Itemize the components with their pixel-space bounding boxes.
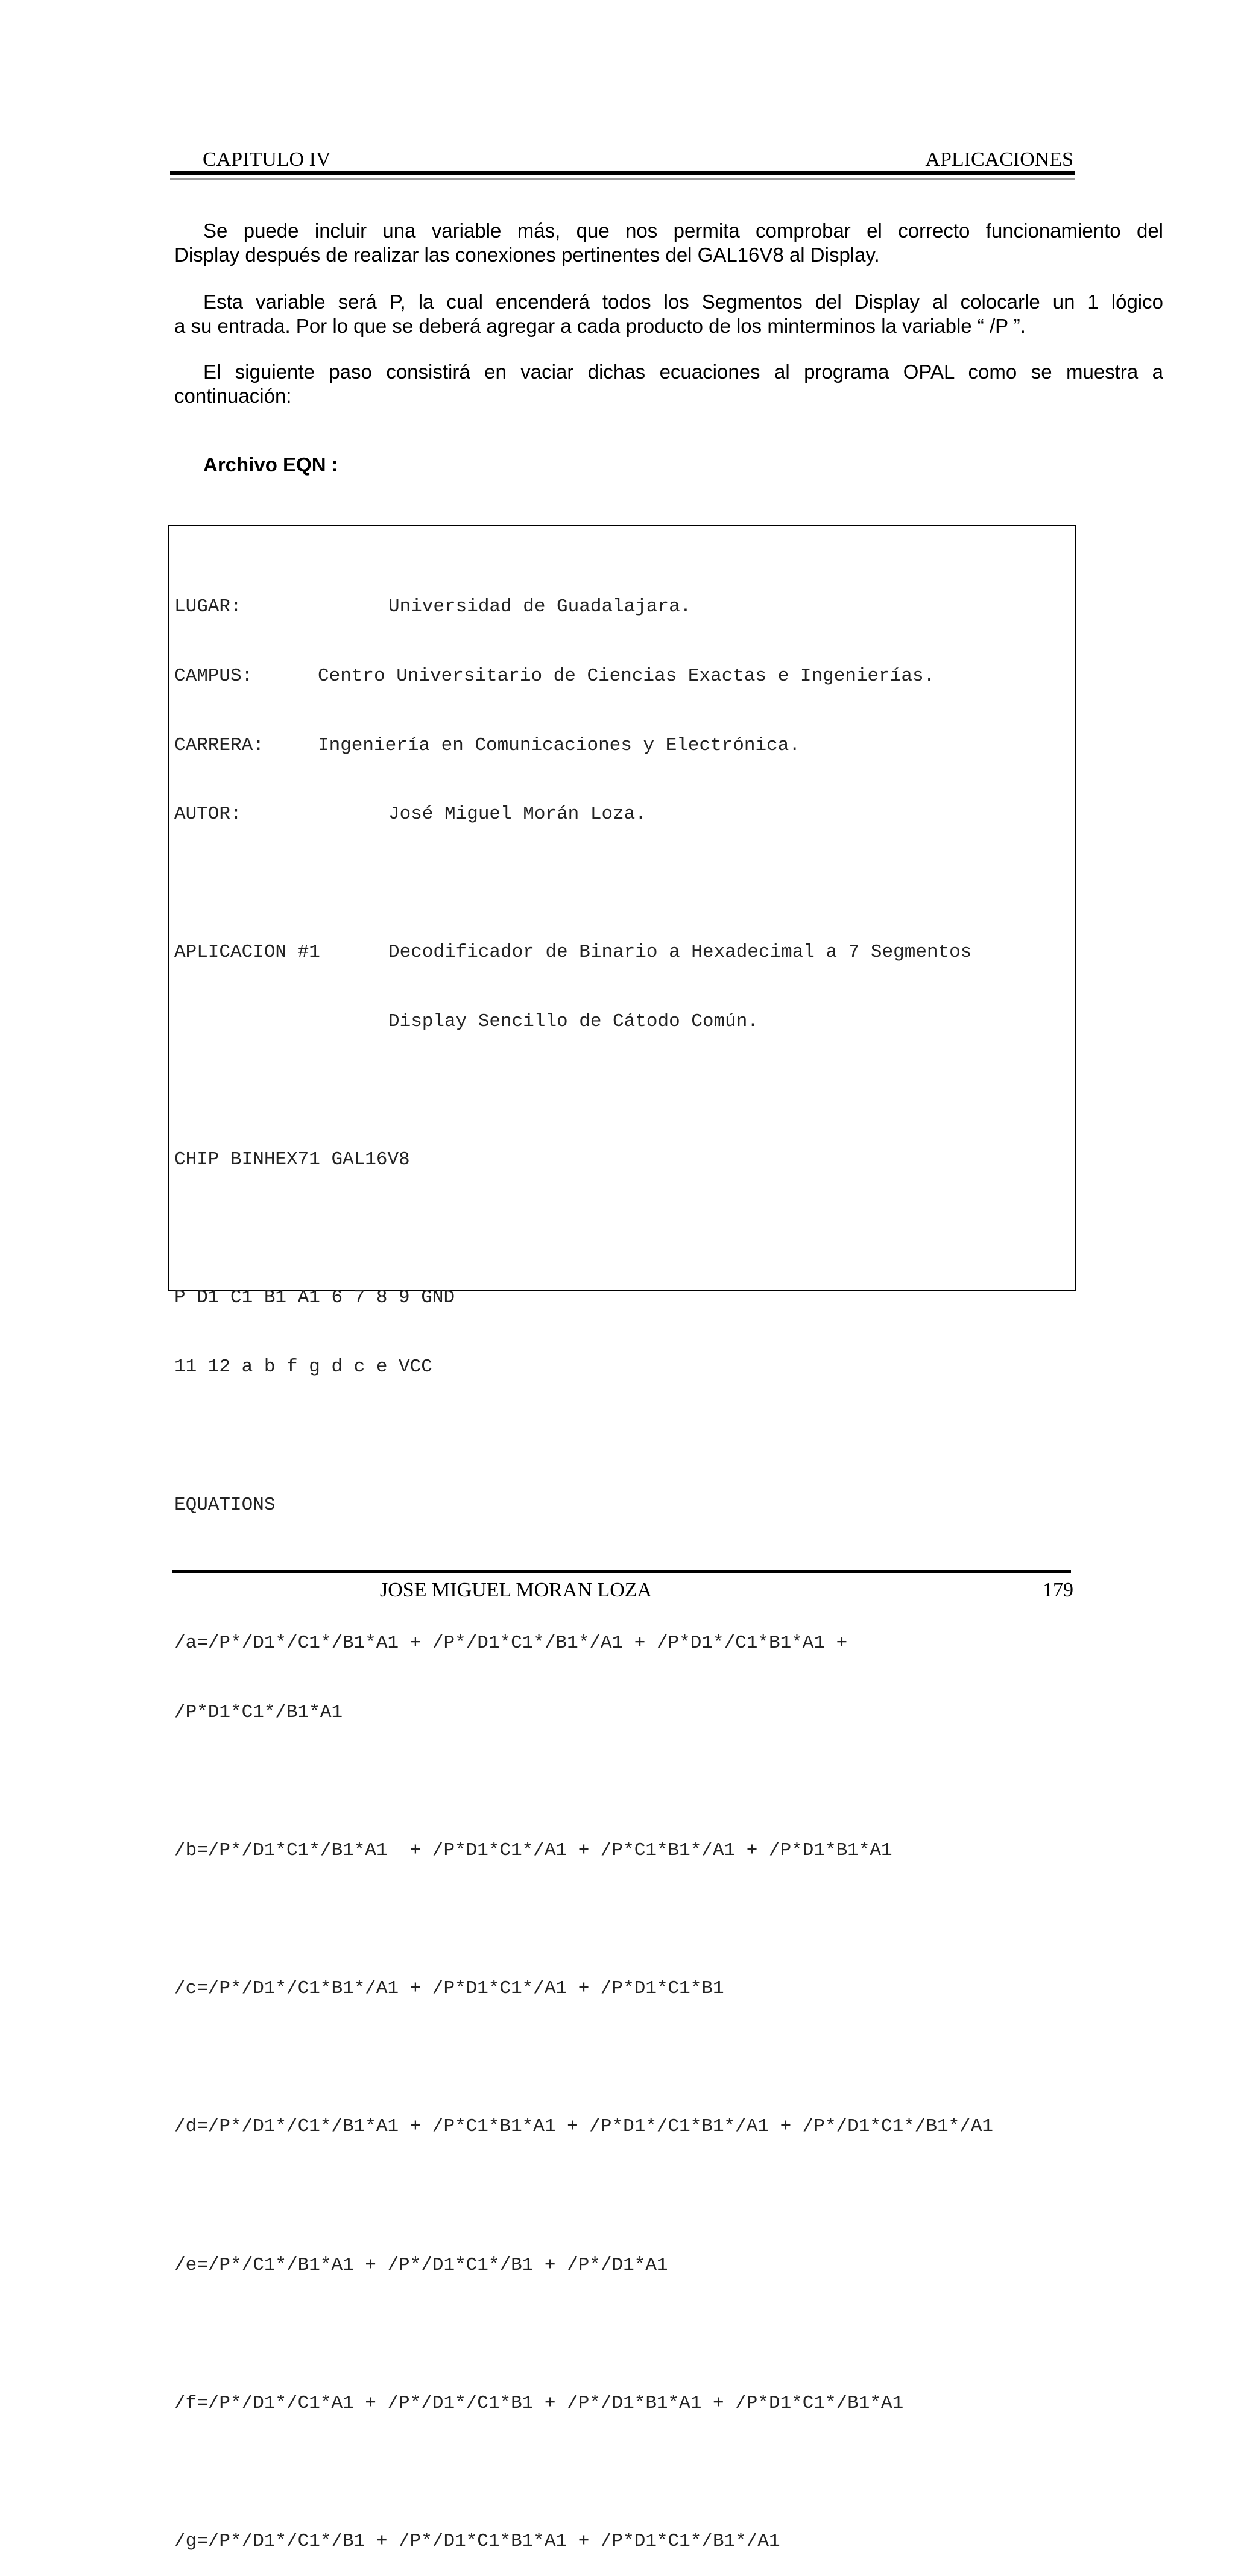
code-line-eq-f: /f=/P*/D1*/C1*A1 + /P*/D1*/C1*B1 + /P*/D1*B1*A1 + /P*D1*C1*/B1*A1 <box>174 2392 904 2414</box>
code-line-eq-d: /d=/P*/D1*/C1*/B1*A1 + /P*C1*B1*A1 + /P*D1*/C1*B1*/A1 + /P*/D1*C1*/B1*/A1 <box>174 2116 994 2138</box>
code-blank-line <box>174 1425 1079 1448</box>
paragraph-line: a su entrada. Por lo que se deberá agregar a cada producto de los minterminos la variable “ /P ”. <box>174 315 1026 337</box>
footer-author: JOSE MIGUEL MORAN LOZA <box>380 1579 652 1601</box>
code-label: AUTOR: <box>174 804 242 825</box>
code-line-aplicacion <box>174 941 1079 964</box>
code-line-carrera <box>174 734 1079 757</box>
code-label: CAMPUS: <box>174 666 253 687</box>
code-value: Centro Universitario de Ciencias Exactas e Ingenierías. <box>318 666 935 687</box>
code-line-pins-1: P D1 C1 B1 A1 6 7 8 9 GND <box>174 1287 455 1309</box>
paragraph-variable-p <box>174 290 1163 338</box>
chapter-header: CAPITULO IV <box>203 148 331 171</box>
code-line-campus <box>174 665 1079 688</box>
header-rule-shadow <box>170 178 1075 180</box>
code-value: José Miguel Morán Loza. <box>388 804 646 825</box>
code-line-eq-e: /e=/P*/C1*/B1*A1 + /P*/D1*C1*/B1 + /P*/D1*A1 <box>174 2254 668 2276</box>
code-blank-line <box>174 872 1079 895</box>
code-line-eq-a: /a=/P*/D1*/C1*/B1*A1 + /P*/D1*C1*/B1*/A1 + /P*D1*/C1*B1*A1 + <box>174 1633 848 1654</box>
code-line-lugar <box>174 596 1079 619</box>
code-blank-line <box>174 1218 1079 1241</box>
code-label: CARRERA: <box>174 734 264 756</box>
code-line-aplicacion-2 <box>174 1010 1079 1033</box>
page-number: 179 <box>1043 1579 1073 1601</box>
footer-rule <box>172 1570 1071 1573</box>
code-listing <box>174 550 1079 2576</box>
code-line-eq-g: /g=/P*/D1*/C1*/B1 + /P*/D1*C1*B1*A1 + /P*D1*C1*/B1*/A1 <box>174 2531 780 2552</box>
code-value: Ingeniería en Comunicaciones y Electrónica. <box>318 734 800 756</box>
code-blank-line <box>174 2047 1079 2070</box>
code-value: Display Sencillo de Cátodo Común. <box>388 1010 759 1032</box>
code-blank-line <box>174 2323 1079 2346</box>
code-blank-line <box>174 2461 1079 2484</box>
paragraph-line: Esta variable será P, la cual encenderá todos los Segmentos del Display al colocarle un 1 lógico <box>203 291 1163 313</box>
code-blank-line <box>174 1771 1079 1793</box>
code-blank-line <box>174 1909 1079 1932</box>
code-value: Universidad de Guadalajara. <box>388 596 692 618</box>
code-line-chip: CHIP BINHEX71 GAL16V8 <box>174 1149 410 1171</box>
code-line-autor <box>174 803 1079 826</box>
code-line-pins-2: 11 12 a b f g d c e VCC <box>174 1356 432 1378</box>
code-value: Decodificador de Binario a Hexadecimal a 7 Segmentos <box>388 942 972 963</box>
paragraph-line: Se puede incluir una variable más, que nos permita comprobar el correcto funcionamiento del <box>203 219 1163 242</box>
paragraph-line: Display después de realizar las conexiones pertinentes del GAL16V8 al Display. <box>174 244 880 266</box>
code-label: APLICACION #1 <box>174 942 320 963</box>
header-rule <box>170 171 1075 175</box>
code-label: LUGAR: <box>174 596 242 618</box>
paragraph-line: continuación: <box>174 385 292 407</box>
code-line-equations: EQUATIONS <box>174 1494 276 1516</box>
paragraph-line: El siguiente paso consistirá en vaciar dichas ecuaciones al programa OPAL como se muestra a <box>203 361 1163 383</box>
paragraph-next-step <box>174 360 1163 408</box>
section-heading: Archivo EQN : <box>203 453 338 476</box>
section-header: APLICACIONES <box>925 148 1073 171</box>
code-blank-line <box>174 1080 1079 1103</box>
code-line-eq-a-cont: /P*D1*C1*/B1*A1 <box>174 1701 343 1723</box>
paragraph-intro <box>174 219 1163 267</box>
code-line-eq-c: /c=/P*/D1*/C1*B1*/A1 + /P*D1*C1*/A1 + /P*D1*C1*B1 <box>174 1978 724 2000</box>
code-blank-line <box>174 2185 1079 2208</box>
code-line-eq-b: /b=/P*/D1*C1*/B1*A1 + /P*D1*C1*/A1 + /P*C1*B1*/A1 + /P*D1*B1*A1 <box>174 1840 892 1862</box>
